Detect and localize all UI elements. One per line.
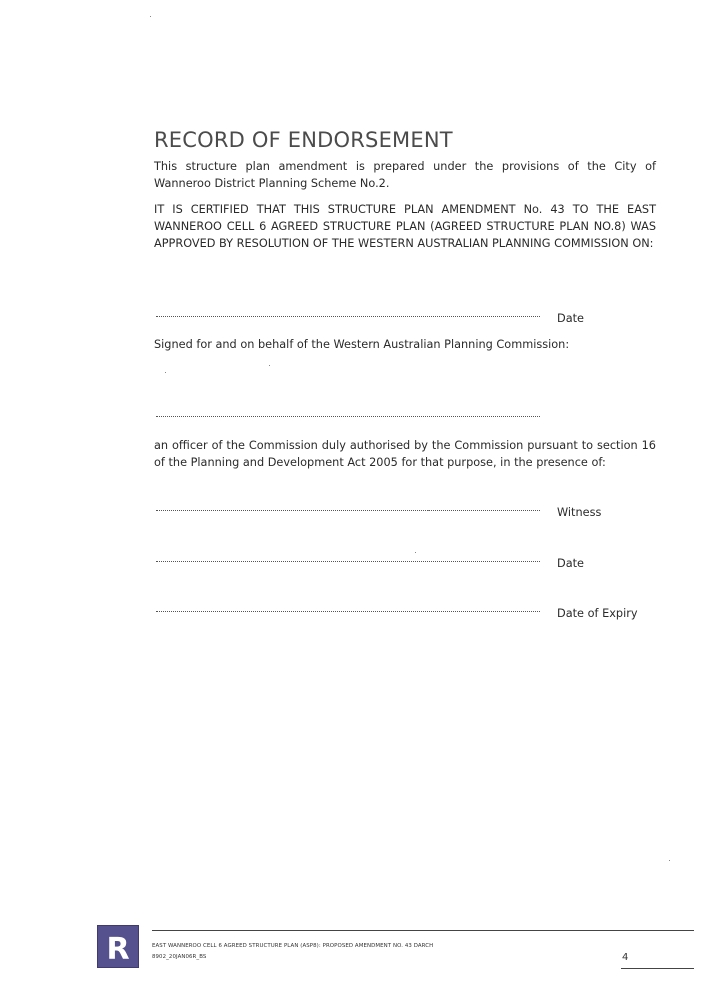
expiry-date-label: Date of Expiry <box>557 607 638 620</box>
certification-paragraph: IT IS CERTIFIED THAT THIS STRUCTURE PLAN AMENDMENT No. 43 TO THE EAST WANNEROO CELL 6 AGREED STRUCTURE PLAN (AGREED STRUCTURE PLAN NO.8) WAS APPROVED BY RESOLUTION OF THE WESTERN AUSTRALIAN PLANNING COMMISSION ON: <box>154 203 656 250</box>
second-date-line <box>156 561 540 562</box>
witness-label: Witness <box>557 506 602 519</box>
intro-paragraph: This structure plan amendment is prepared under the provisions of the City of Wanneroo District Planning Scheme No.2. <box>154 160 656 190</box>
logo-mark-icon <box>98 926 138 967</box>
date-signature-line <box>156 316 540 317</box>
scan-speck <box>165 372 166 373</box>
scan-speck <box>669 860 670 861</box>
footer-divider <box>152 930 694 931</box>
officer-signature-line <box>156 416 540 417</box>
officer-statement: an officer of the Commission duly authorised by the Commission pursuant to section 16 of the Planning and Development Act 2005 for that purpose, in the presence of: <box>154 439 656 469</box>
scan-speck <box>428 510 429 511</box>
company-logo <box>97 925 139 968</box>
page-title: RECORD OF ENDORSEMENT <box>154 128 453 152</box>
logo-letter: R <box>106 932 130 967</box>
date-label: Date <box>557 312 585 325</box>
page-number-underline <box>621 968 694 969</box>
signed-on-behalf-text: Signed for and on behalf of the Western Australian Planning Commission: <box>154 338 570 351</box>
footer-reference-code: 8902_20JAN06R_BS <box>152 954 207 960</box>
expiry-date-line <box>156 611 540 612</box>
scan-speck <box>150 16 151 17</box>
second-date-label: Date <box>557 557 585 570</box>
witness-signature-line <box>156 510 540 511</box>
scan-speck <box>415 552 416 553</box>
page-number: 4 <box>622 952 629 963</box>
scan-speck <box>269 365 270 366</box>
footer-document-title: EAST WANNEROO CELL 6 AGREED STRUCTURE PLAN (ASP8): PROPOSED AMENDMENT NO. 43 DARCH <box>152 943 434 949</box>
